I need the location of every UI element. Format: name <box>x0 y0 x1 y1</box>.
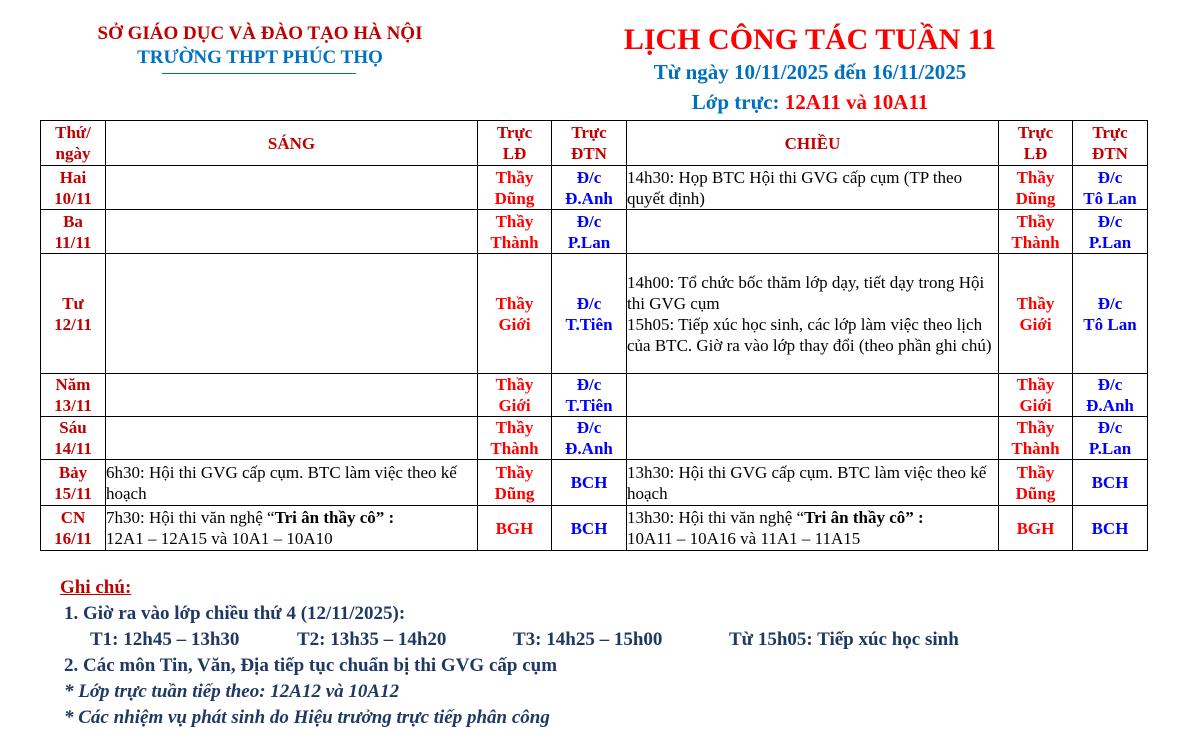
col-pm-dtn: Trực ĐTN <box>1073 121 1148 166</box>
afternoon-cell: 13h30: Hội thi GVG cấp cụm. BTC làm việc theo kế hoạch <box>627 460 999 506</box>
morning-cell: 7h30: Hội thi văn nghệ “Tri ân thầy cô” : 12A1 – 12A15 và 10A1 – 10A10 <box>106 506 478 551</box>
table-row <box>41 374 1148 417</box>
am-ld-cell: Thầy Giới <box>478 374 552 417</box>
duty-classes <box>560 87 1060 117</box>
note-tasks: * Các nhiệm vụ phát sinh do Hiệu trưởng trực tiếp phân công <box>64 707 550 728</box>
school-name: TRƯỜNG THPT PHÚC THỌ <box>137 47 383 68</box>
header-left <box>40 22 480 70</box>
pm-ld-cell: Thầy Dũng <box>999 166 1073 210</box>
pm-dtn-cell: Đ/c Tô Lan <box>1073 254 1148 374</box>
morning-cell <box>106 374 478 417</box>
morning-cell: 6h30: Hội thi GVG cấp cụm. BTC làm việc theo kế hoạch <box>106 460 478 506</box>
schedule-table <box>40 120 1148 551</box>
day-cell: Năm 13/11 <box>41 374 106 417</box>
afternoon-cell: 13h30: Hội thi văn nghệ “Tri ân thầy cô” : 10A11 – 10A16 và 11A1 – 11A15 <box>627 506 999 551</box>
period-1: T1: 12h45 – 13h30 <box>90 629 240 650</box>
am-dtn-cell: Đ/c T.Tiên <box>552 374 627 417</box>
duty-value: 12A11 và 10A11 <box>784 90 929 114</box>
morning-cell <box>106 210 478 254</box>
pm-ld-cell: BGH <box>999 506 1073 551</box>
pm-ld-cell: Thầy Dũng <box>999 460 1073 506</box>
table-row <box>41 506 1148 551</box>
am-ld-cell: BGH <box>478 506 552 551</box>
period-4: Từ 15h05: Tiếp xúc học sinh <box>729 629 959 650</box>
duty-label: Lớp trực: <box>691 90 780 114</box>
pm-dtn-cell: Đ/c P.Lan <box>1073 210 1148 254</box>
am-dtn-cell: BCH <box>552 460 627 506</box>
table-row <box>41 417 1148 460</box>
morning-cell <box>106 417 478 460</box>
am-dtn-cell: Đ/c T.Tiên <box>552 254 627 374</box>
day-cell: Hai 10/11 <box>41 166 106 210</box>
am-dtn-cell: Đ/c Đ.Anh <box>552 166 627 210</box>
table-header-row <box>41 121 1148 166</box>
col-morning: SÁNG <box>106 121 478 166</box>
pm-dtn-cell: Đ/c Tô Lan <box>1073 166 1148 210</box>
morning-cell <box>106 254 478 374</box>
pm-dtn-cell: Đ/c P.Lan <box>1073 417 1148 460</box>
event-name: Tri ân thầy cô” : <box>274 508 395 527</box>
table-row <box>41 166 1148 210</box>
am-ld-cell: Thầy Giới <box>478 254 552 374</box>
col-am-dtn: Trực ĐTN <box>552 121 627 166</box>
org-name: SỞ GIÁO DỤC VÀ ĐÀO TẠO HÀ NỘI <box>97 23 423 44</box>
afternoon-cell <box>627 374 999 417</box>
school-underline <box>162 73 356 74</box>
pm-dtn-cell: BCH <box>1073 506 1148 551</box>
notes-section <box>60 574 1160 731</box>
col-afternoon: CHIỀU <box>627 121 999 166</box>
afternoon-cell <box>627 254 999 374</box>
pm-ld-cell: Thầy Thành <box>999 417 1073 460</box>
day-cell: Tư 12/11 <box>41 254 106 374</box>
afternoon-line-2: 15h05: Tiếp xúc học sinh, các lớp làm việc theo lịch của BTC. Giờ ra vào lớp thay đổi (theo phần ghi chú) <box>627 314 992 355</box>
note-periods <box>60 627 1160 653</box>
am-dtn-cell: BCH <box>552 506 627 551</box>
period-3: T3: 14h25 – 15h00 <box>513 629 663 650</box>
note-item-2: 2. Các môn Tin, Văn, Địa tiếp tục chuẩn bị thi GVG cấp cụm <box>64 655 558 676</box>
period-2: T2: 13h35 – 14h20 <box>297 629 447 650</box>
header-right <box>560 22 1060 117</box>
am-ld-cell: Thầy Thành <box>478 417 552 460</box>
pm-ld-cell: Thầy Giới <box>999 374 1073 417</box>
pm-dtn-cell: Đ/c Đ.Anh <box>1073 374 1148 417</box>
event-name: Tri ân thầy cô” : <box>804 508 924 527</box>
table-row <box>41 460 1148 506</box>
afternoon-cell <box>627 210 999 254</box>
table-row <box>41 210 1148 254</box>
date-range: Từ ngày 10/11/2025 đến 16/11/2025 <box>653 60 967 84</box>
note-item-1: 1. Giờ ra vào lớp chiều thứ 4 (12/11/2025): <box>64 603 406 624</box>
pm-ld-cell: Thầy Thành <box>999 210 1073 254</box>
note-next-duty: * Lớp trực tuần tiếp theo: 12A12 và 10A12 <box>64 681 400 702</box>
afternoon-line-1: 14h00: Tổ chức bốc thăm lớp dạy, tiết dạy trong Hội thi GVG cụm <box>627 272 985 313</box>
am-ld-cell: Thầy Dũng <box>478 166 552 210</box>
am-ld-cell: Thầy Dũng <box>478 460 552 506</box>
col-pm-ld: Trực LĐ <box>999 121 1073 166</box>
table-row <box>41 254 1148 374</box>
am-dtn-cell: Đ/c Đ.Anh <box>552 417 627 460</box>
afternoon-cell <box>627 417 999 460</box>
page-title: LỊCH CÔNG TÁC TUẦN 11 <box>623 23 997 56</box>
notes-title: Ghi chú: <box>60 577 132 598</box>
pm-ld-cell: Thầy Giới <box>999 254 1073 374</box>
day-cell: CN 16/11 <box>41 506 106 551</box>
day-cell: Bảy 15/11 <box>41 460 106 506</box>
pm-dtn-cell: BCH <box>1073 460 1148 506</box>
day-cell: Ba 11/11 <box>41 210 106 254</box>
afternoon-cell: 14h30: Họp BTC Hội thi GVG cấp cụm (TP theo quyết định) <box>627 166 999 210</box>
am-dtn-cell: Đ/c P.Lan <box>552 210 627 254</box>
day-cell: Sáu 14/11 <box>41 417 106 460</box>
am-ld-cell: Thầy Thành <box>478 210 552 254</box>
morning-cell <box>106 166 478 210</box>
col-am-ld: Trực LĐ <box>478 121 552 166</box>
col-day: Thứ/ ngày <box>41 121 106 166</box>
